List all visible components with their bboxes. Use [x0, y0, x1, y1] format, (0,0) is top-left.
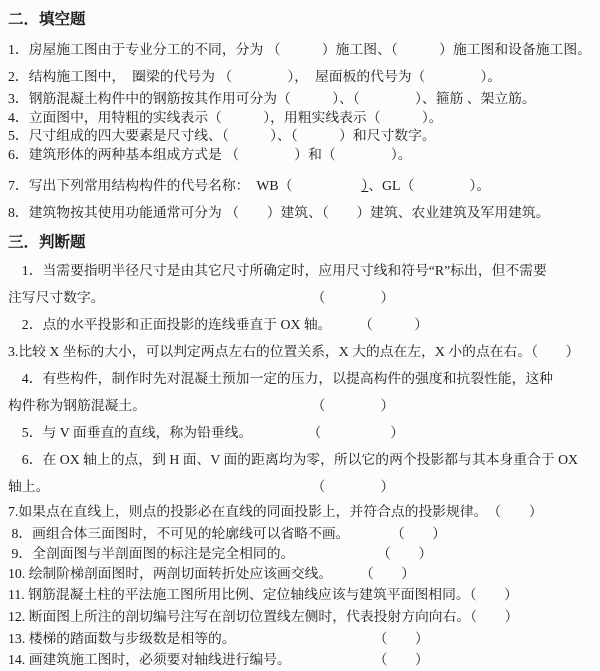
judge-item-12: 12. 断面图上所注的剖切编号注写在剖切位置线左侧时，代表投射方向向右。（ ）: [8, 608, 519, 624]
fill-item-8: 8．建筑物按其使用功能通常可分为 （ ）建筑、（ ）建筑、农业建筑及军用建筑。: [8, 205, 550, 220]
judge-item-4-line-2: 构件称为钢筋混凝土。 （ ）: [8, 398, 395, 413]
judge-item-7: 7.如果点在直线上，则点的投影必在直线的同面投影上，并符合点的投影规律。 （ ）: [8, 504, 543, 519]
judge-item-13: 13. 楼梯的踏面数与步级数是相等的。 （ ）: [8, 630, 429, 646]
judge-item-6-line-2: 轴上。 （ ）: [8, 479, 395, 494]
fill-item-6: 6．建筑形体的两种基本组成方式是 （ ）和（ ）。: [8, 146, 412, 162]
fill-item-7-tail: 、GL（ ）。: [368, 178, 491, 193]
section-heading-true-false: 三．判断题: [8, 234, 86, 251]
judge-item-11: 11. 钢筋混凝土柱的平法施工图所用比例、定位轴线应该与建筑平面图相同。（ ）: [8, 587, 518, 602]
judge-item-10: 10. 绘制阶梯剖面图时，两剖切面转折处应该画交线。 （ ）: [8, 566, 416, 581]
fill-item-7: [8, 172, 598, 199]
fill-item-4: 4．立面图中，用特粗的实线表示（ ），用粗实线表示（ ）。: [8, 109, 443, 125]
judge-item-6-line-1: 6．在 OX 轴上的点，到 H 面、V 面的距离均为零，所以它的两个投影都与其本身重合于 OX: [8, 452, 579, 467]
fill-item-7-text: 7．写出下列常用结构构件的代号名称： WB（: [8, 178, 362, 193]
fill-item-2: 2．结构施工图中， 圈梁的代号为 （ ）， 屋面板的代号为（ ）。: [8, 69, 502, 84]
section-heading-fill-blank: 二．填空题: [8, 11, 86, 28]
judge-item-8: 8．画组合体三面图时，不可见的轮廓线可以省略不画。 （ ）: [8, 526, 447, 541]
judge-item-14: 14. 画建筑施工图时，必须要对轴线进行编号。 （ ）: [8, 652, 429, 668]
fill-item-7-underlined-paren: ）: [361, 178, 369, 193]
judge-item-3: 3.比较 X 坐标的大小，可以判定两点左右的位置关系，X 大的点在左，X 小的点在右。（ ）: [8, 344, 580, 359]
judge-item-2: 2．点的水平投影和正面投影的连线垂直于 OX 轴。 （ ）: [8, 317, 429, 332]
judge-item-5: 5．与 V 面垂直的直线，称为铅垂线。 （ ）: [8, 425, 405, 440]
fill-item-3: 3．钢筋混凝土构件中的钢筋按其作用可分为（ ）、（ ）、箍筋 、架立筋。: [8, 91, 536, 106]
judge-item-9: 9．全剖面图与半剖面图的标注是完全相同的。 （ ）: [8, 546, 433, 561]
judge-item-4-line-1: 4．有些构件，制作时先对混凝土预加一定的压力，以提高构件的强度和抗裂性能，这种: [8, 371, 553, 386]
judge-item-1-line-2: 注写尺寸数字。 （ ）: [8, 290, 395, 305]
exam-paper: [8, 10, 598, 667]
judge-item-1-line-1: 1．当需要指明半径尺寸是由其它尺寸所确定时，应用尺寸线和符号“R”标出，但不需要: [8, 263, 547, 278]
fill-item-5: 5．尺寸组成的四大要素是尺寸线、（ ）、（ ）和尺寸数字。: [8, 128, 436, 143]
fill-item-1: 1．房屋施工图由于专业分工的不同，分为 （ ）施工图、（ ）施工图和设备施工图。: [8, 42, 591, 57]
